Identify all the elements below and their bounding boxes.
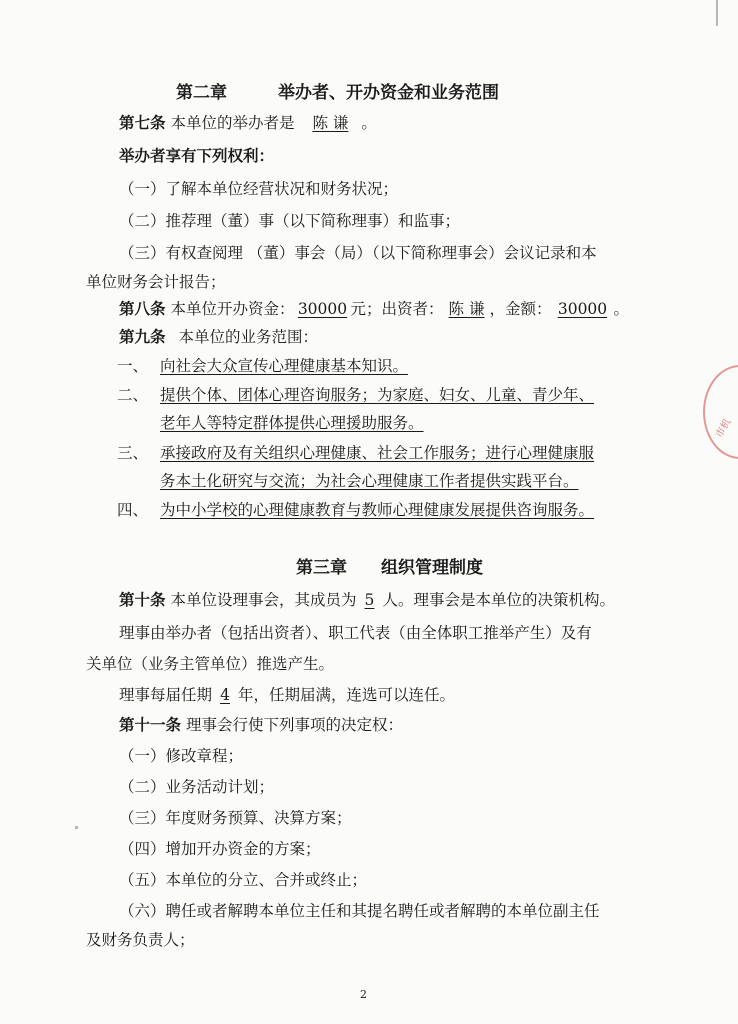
scope-item-4 <box>117 499 159 521</box>
right-item-2: （二）推荐理（董）事（以下简称理事）和监事； <box>119 212 461 230</box>
scope-item-text: 提供个体、团体心理咨询服务；为家庭、妇女、儿童、青少年、 <box>160 386 595 404</box>
scope-item-num: 一、 <box>117 357 149 375</box>
board-power-5: （五）本单位的分立、合并或终止； <box>119 871 368 889</box>
article7-text: 本单位的举办者是 <box>170 114 295 132</box>
article9-text: 本单位的业务范围： <box>178 328 318 346</box>
article8-text3: ，金额： <box>489 300 552 318</box>
article7 <box>119 112 377 134</box>
scope-item-text: 承接政府及有关组织心理健康、社会工作服务；进行心理健康服 <box>160 444 595 462</box>
chapter3-heading: 第三章 组织管理制度 <box>296 558 483 578</box>
article9 <box>119 326 318 348</box>
right-item-3-line2: 单位财务会计报告； <box>86 273 226 291</box>
board-power-6-line1: （六）聘任或者解聘本单位主任和其提名聘任或者解聘的本单位副主任 <box>119 902 600 920</box>
article9-label: 第九条 <box>119 327 166 346</box>
page-number: 2 <box>360 988 367 1001</box>
article10-text2: 人。理事会是本单位的决策机构。 <box>382 591 615 609</box>
article10 <box>119 589 615 611</box>
term-years: 4 <box>220 686 230 704</box>
article7-label: 第七条 <box>119 113 166 132</box>
article10-label: 第十条 <box>119 590 166 609</box>
scope-item-num: 二、 <box>117 386 149 404</box>
scan-mark <box>75 826 78 829</box>
article8-text1: 本单位开办资金： <box>170 300 295 318</box>
term-line <box>119 684 455 706</box>
scope-item-1 <box>117 355 159 377</box>
article8-label: 第八条 <box>119 299 166 318</box>
article7-founder: 陈 谦 <box>312 114 349 132</box>
scope-item-text: 为中小学校的心理健康教育与教师心理健康发展提供咨询服务。 <box>160 501 595 519</box>
term-text1: 理事每届任期 <box>119 686 213 704</box>
article10-text1: 本单位设理事会，其成员为 <box>170 591 357 609</box>
scope-item-num: 四、 <box>117 501 149 519</box>
official-seal <box>703 365 738 459</box>
article8-investor: 陈 谦 <box>448 300 485 318</box>
article11-text: 理事会行使下列事项的决定权： <box>185 716 403 734</box>
right-item-3-line1: （三）有权查阅理 （董）事会（局）（以下简称理事会）会议记录和本 <box>119 244 597 262</box>
scan-mark <box>716 0 718 26</box>
board-power-4: （四）增加开办资金的方案； <box>119 840 321 858</box>
board-power-1: （一）修改章程； <box>119 747 244 765</box>
board-power-2: （二）业务活动计划； <box>119 778 275 796</box>
official-seal-text: 市机 <box>713 417 734 440</box>
board-power-6-line2: 及财务负责人； <box>86 931 195 949</box>
board-power-3: （三）年度财务预算、决算方案； <box>119 809 352 827</box>
rights-title: 举办者享有下列权利： <box>119 146 275 165</box>
article10-members: 5 <box>364 591 375 609</box>
article8 <box>119 298 629 320</box>
article8-capital: 30000 <box>297 300 348 318</box>
article8-text2: 元；出资者： <box>350 300 444 318</box>
scope-item-text: 老年人等特定群体提供心理援助服务。 <box>160 414 424 432</box>
scope-item-text: 向社会大众宣传心理健康基本知识。 <box>160 357 409 375</box>
chapter2-heading: 第二章 举办者、开办资金和业务范围 <box>176 83 499 103</box>
article8-amount: 30000 <box>557 300 608 318</box>
term-text2: 年，任期届满，连选可以连任。 <box>238 686 456 704</box>
article8-end: 。 <box>613 300 630 318</box>
scope-item-text: 务本土化研究与交流；为社会心理健康工作者提供实践平台。 <box>160 472 579 490</box>
article7-end: 。 <box>361 114 377 132</box>
scope-item-num: 三、 <box>117 444 149 462</box>
article11 <box>119 714 403 736</box>
board-composition-line1: 理事由举办者（包括出资者）、职工代表（由全体职工推举产生）及有 <box>119 624 592 642</box>
article11-label: 第十一条 <box>119 715 182 734</box>
right-item-1: （一）了解本单位经营状况和财务状况； <box>119 180 399 198</box>
board-composition-line2: 关单位（业务主管单位）推选产生。 <box>86 655 335 673</box>
scope-item-2 <box>117 384 159 406</box>
scope-item-3 <box>117 442 159 464</box>
